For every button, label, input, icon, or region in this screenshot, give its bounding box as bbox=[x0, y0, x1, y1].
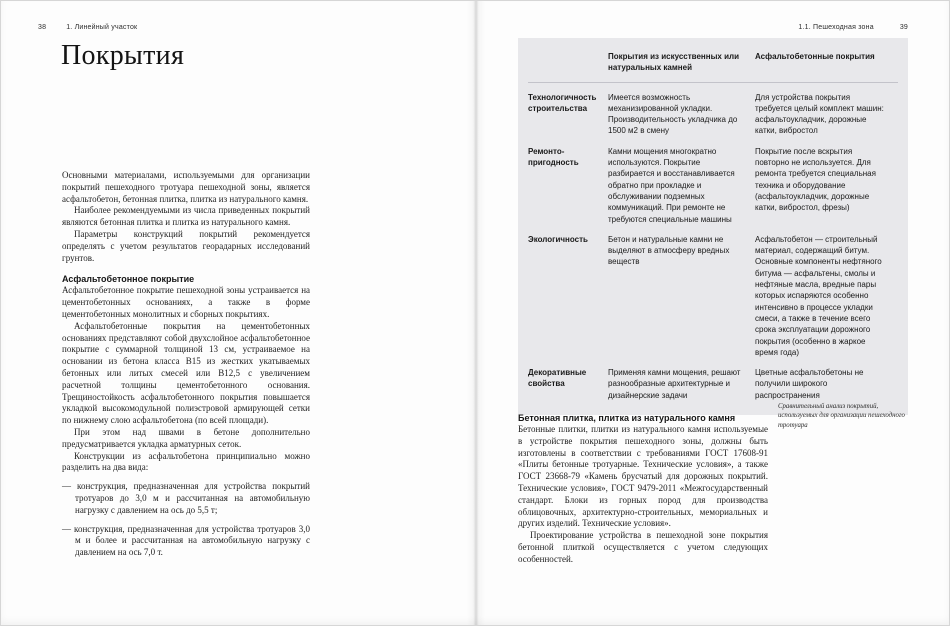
row-cell-stone: Бетон и натуральные камни не выделяют в атмосферу вредных веществ bbox=[608, 234, 730, 267]
body-paragraph: Проектирование устройства в пешеходной зоне покрытия бетонной плиткой осуществляется с учетом следующих особенностей. bbox=[518, 530, 768, 564]
page-number-right: 39 bbox=[899, 24, 908, 31]
table-body bbox=[528, 92, 898, 401]
row-cell-asphalt: Асфальтобетон — строительный материал, содержащий битум. Основные компоненты нефтяного битума — асфальтены, смолы и нефтяные масла, вредные пары которых испаряются особенно интенсивно в процессе укладки смеси, а также в течение всего срока эксплуатации дорожного покрытия (особенно в жаркое время года) bbox=[755, 234, 882, 357]
row-cell-stone: Камни мощения многократно используются. Покрытие разбирается и восстанавливается обратно при прокладке и обслуживании подземных коммуникаций. При ремонте не требуются специальные машины bbox=[608, 146, 735, 224]
running-head-right-label: 1.1. Пешеходная зона bbox=[798, 24, 874, 31]
body-paragraph: Асфальтобетонные покрытия на цементобетонных основаниях представляют собой двухслойное асфальтобетонное покрытие с суммарной толщиной 13 см, устраиваемое на основании из бетона класса В15 из жестких укатываемых бетонных или литых смесей или В12,5 с увеличением расчетной толщины цементобетонного основания. Трещиностойкость асфальтобетонного покрытия повышается укладкой высокомодульной полиэстровой армирующей сетки по нижнему слою асфальтобетона (по всей площади). bbox=[62, 320, 310, 426]
body-paragraph: Бетонные плитки, плитки из натурального камня используемые в устройстве покрытия пешеходного зоны, должны быть изготовлены в соответствии с требованиями ГОСТ 17608-91 «Плиты бетонные тротуарные. Технические условия», а также ГОСТ 23668-79 «Камень брусчатый для дорожных покрытий. Технические условия», ГОСТ 9479-2011 «Межгосударственный стандарт. Блоки из горных пород для производства облицовочных, архитектурно-строительных, мемориальных и других изделий. Технические условия». bbox=[518, 424, 768, 529]
table-caption: Сравнительный анализ покрытий, используемых для организации пешеходного тротуара bbox=[778, 403, 905, 429]
row-cell-asphalt: Покрытие после вскрытия повторно не используется. Для ремонта требуется специальная техника и оборудование (асфальтоукладчик, дорожные катки, вибростол, фрезы) bbox=[755, 146, 876, 213]
row-cell-asphalt: Цветные асфальтобетоны не получили широкого распространения bbox=[755, 368, 864, 400]
body-paragraph: При этом над швами в бетоне дополнительно предусматривается укладка арматурных сеток. bbox=[62, 426, 310, 449]
section-heading-tile: Бетонная плитка, плитка из натурального камня bbox=[518, 413, 736, 423]
intro-paragraph: Параметры конструкций покрытий рекомендуется определять с учетом результатов георадарных исследований грунтов. bbox=[62, 228, 310, 263]
row-label: Ремонто-пригодность bbox=[528, 146, 579, 168]
body-paragraph: Асфальтобетонное покрытие пешеходной зоны устраивается на цементобетонных основаниях, а также в форме цементобетонных монолитных и сборных покрытиях. bbox=[62, 285, 310, 319]
table-row bbox=[528, 234, 898, 358]
running-head-left-label: 1. Линейный участок bbox=[66, 24, 138, 31]
row-label: Технологичность строительства bbox=[528, 92, 597, 113]
running-head-left bbox=[38, 24, 137, 31]
intro-paragraph: Основными материалами, используемыми для организации покрытий пешеходного тротуара пешеходной зоны, является асфальтобетон, бетонная плитка, плитка из натурального камня. bbox=[62, 170, 310, 204]
page-right bbox=[475, 0, 950, 626]
row-cell-stone: Применяя камни мощения, решают разнообразные архитектурные и дизайнерские задачи bbox=[608, 368, 741, 400]
page-gutter bbox=[467, 1, 485, 625]
section-heading-asphalt: Асфальтобетонное покрытие bbox=[62, 274, 195, 285]
page-title: Покрытия bbox=[61, 40, 185, 71]
list-item: — конструкция, предназначенная для устройства покрытий тротуаров до 3,0 м и рассчитанная на автомобильную нагрузку с давлением на ось до 5,5 т; bbox=[62, 481, 310, 515]
table-header-asphalt: Асфальтобетонные покрытия bbox=[755, 52, 875, 61]
left-text-column bbox=[62, 170, 310, 559]
right-text-column bbox=[518, 412, 768, 566]
table-header-stone: Покрытия из искусственных или натуральных камней bbox=[608, 52, 739, 73]
page-number-left: 38 bbox=[38, 24, 47, 31]
table-row bbox=[528, 367, 898, 401]
row-label: Декоративные свойства bbox=[528, 368, 587, 389]
running-head-right bbox=[798, 24, 908, 31]
table-header-row bbox=[528, 51, 898, 83]
intro-paragraph: Наиболее рекомендуемыми из числа приведенных покрытий являются бетонная плитка и плитка из натурального камня. bbox=[62, 205, 310, 228]
row-label: Экологичность bbox=[528, 234, 588, 244]
comparison-table bbox=[518, 38, 908, 415]
list-item: — конструкция, предназначенная для устройства тротуаров 3,0 м и более и рассчитанная на автомобильную нагрузку с давлением на ось 7,0 т. bbox=[62, 523, 310, 558]
table-row bbox=[528, 146, 898, 225]
table-row bbox=[528, 92, 898, 137]
table-header-empty bbox=[528, 51, 608, 74]
row-cell-asphalt: Для устройства покрытия требуется целый комплект машин: асфальтоукладчик, дорожные катки, вибростол bbox=[755, 92, 884, 136]
body-paragraph: Конструкции из асфальтобетона принципиально можно разделить на два вида: bbox=[62, 450, 310, 473]
row-cell-stone: Имеется возможность механизированной укладки. Производительность укладчика до 1500 м2 в смену bbox=[608, 92, 738, 136]
